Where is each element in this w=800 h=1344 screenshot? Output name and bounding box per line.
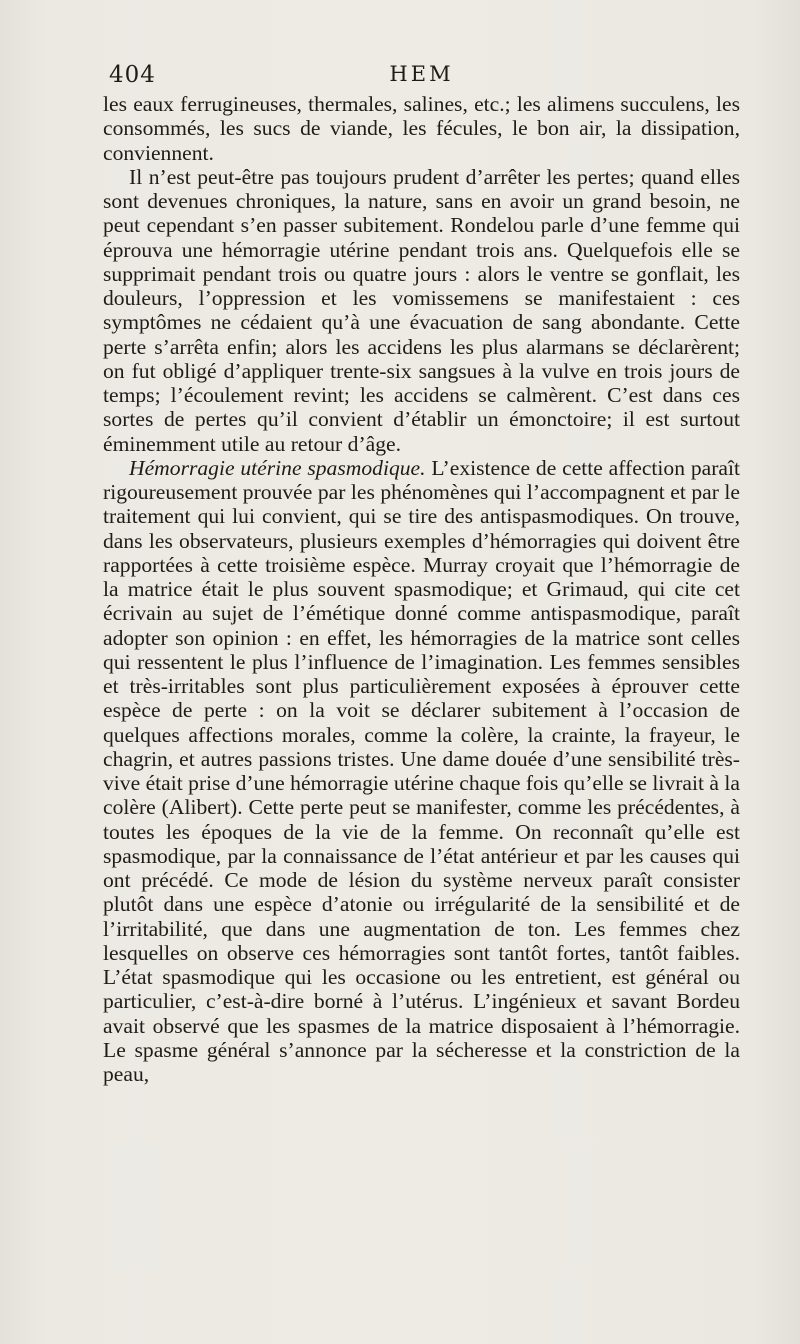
paragraph-spasmodic-hemorrhage [103, 456, 740, 1087]
paragraph-chronic-losses: Il n’est peut-être pas toujours prudent d’arrêter les pertes; quand elles sont devenues chroniques, la nature, sans en avoir un grand besoin, ne peut cependant s’en passer subitement. Rondelou parle d’une femme qui éprouva une hémorragie utérine pendant trois ans. Quelquefois elle se supprimait pendant trois ou quatre jours : alors le ventre se gonflait, les douleurs, l’oppression et les vomissemens se manifestaient : ces symptômes ne cédaient qu’à une évacuation de sang abondante. Cette perte s’arrêta enfin; alors les accidens les plus alarmans se déclarèrent; on fut obligé d’appliquer trente-six sangsues à la vulve en trois jours de temps; l’écoulement revint; les accidens se calmèrent. C’est dans ces sortes de pertes qu’il convient d’établir un émonctoire; il est surtout éminemment utile au retour d’âge. [103, 164, 740, 456]
body-text [103, 92, 740, 1086]
page-header [103, 62, 740, 92]
paragraph-continuation: les eaux ferrugineuses, thermales, salines, etc.; les alimens succulens, les consommés, les sucs de viande, les fécules, le bon air, la dissipation, conviennent. [103, 92, 740, 165]
section-text: L’existence de cette affection paraît rigoureusement prouvée par les phénomènes qui l’accompagnent et par le traitement qui lui convient, qui se tire des antispasmodiques. On trouve, dans les observateurs, plusieurs exemples d’hémorragies qui doivent être rapportées à cette troisième espèce. Murray croyait que l’hémorragie de la matrice était le plus souvent spasmodique; et Grimaud, qui cite cet écrivain au sujet de l’émétique donné comme antispasmodique, paraît adopter son opinion : en effet, les hémorragies de la matrice sont celles qui ressentent le plus l’influence de l’imagination. Les femmes sensibles et très-irritables sont plus particulièrement exposées à éprouver cette espèce de perte : on la voit se déclarer subitement à l’occasion de quelques affections morales, comme la colère, la crainte, la frayeur, le chagrin, et autres passions tristes. Une dame douée d’une sensibilité très-vive était prise d’une hémorragie utérine chaque fois qu’elle se livrait à la colère (Alibert). Cette perte peut se manifester, comme les précédentes, à toutes les époques de la vie de la femme. On reconnaît qu’elle est spasmodique, par la connaissance de l’état antérieur et par les causes qui ont précédé. Ce mode de lésion du système nerveux paraît consister plutôt dans une espèce d’atonie ou irrégularité de la sensibilité et de l’irritabilité, que dans une augmentation de ton. Les femmes chez lesquelles on observe ces hémorragies sont tantôt fortes, tantôt faibles. L’état spasmodique qui les occasione ou les entretient, est général ou particulier, c’est-à-dire borné à l’utérus. L’ingénieux et savant Bordeu avait observé que les spasmes de la matrice disposaient à l’hémorragie. Le spasme général s’annonce par la sécheresse et la constriction de la peau, [103, 455, 740, 1086]
running-head: HEM [389, 62, 454, 86]
page-number: 404 [109, 62, 156, 88]
section-title: Hémorragie utérine spasmodique. [129, 455, 426, 480]
